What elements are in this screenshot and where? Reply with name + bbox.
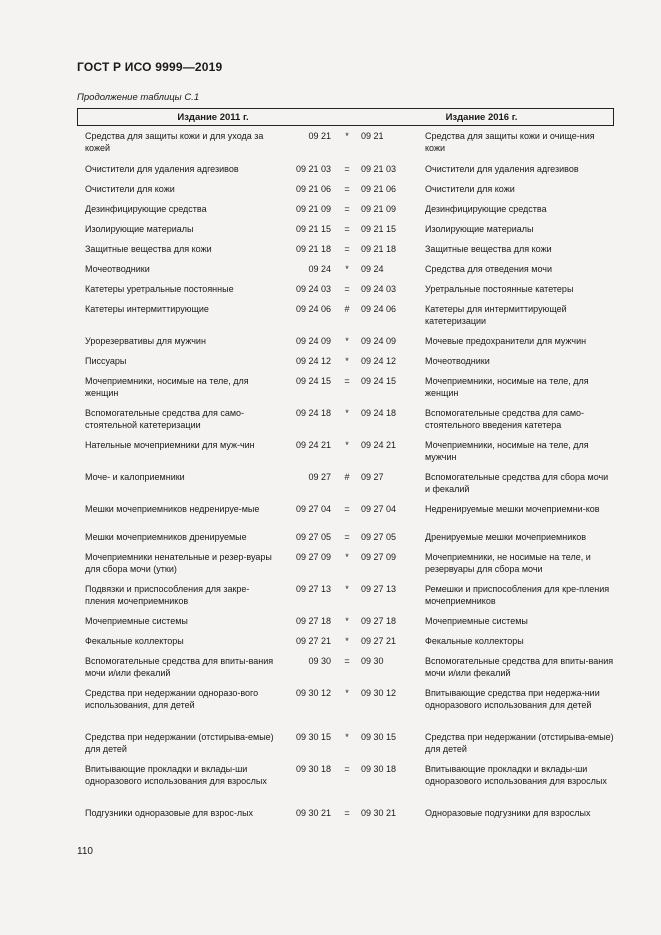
cell-term-2011: Защитные вещества для кожи (85, 244, 212, 254)
cell-code-2016: 09 27 13 (361, 584, 397, 594)
document-title: ГОСТ Р ИСО 9999—2019 (77, 60, 223, 74)
cell-relation-symbol: = (344, 808, 350, 818)
cell-relation-symbol: = (344, 656, 350, 666)
cell-relation-symbol: = (344, 244, 350, 254)
cell-relation-symbol: # (344, 304, 350, 314)
cell-term-2011: Мочеприемники ненательные и резер-вуары для сбора мочи (утки) (85, 552, 272, 574)
cell-term-2011: Подвязки и приспособления для закре-пления мочеприемников (85, 584, 250, 606)
header-edition-2016: Издание 2016 г. (445, 112, 518, 123)
cell-code-2011: 09 24 18 (295, 408, 331, 418)
cell-term-2016: Вспомогательные средства для сбора мочи и фекалий (425, 472, 609, 494)
cell-code-2011: 09 24 12 (295, 356, 331, 366)
cell-code-2011: 09 24 09 (295, 336, 331, 346)
cell-code-2011: 09 27 (308, 472, 331, 482)
cell-relation-symbol: = (344, 532, 350, 542)
cell-term-2016: Ремешки и приспособления для кре-пления мочеприемников (425, 584, 610, 606)
cell-term-2011: Впитывающие прокладки и вклады-ши одноразового использования для взрослых (85, 764, 267, 786)
cell-code-2011: 09 21 06 (295, 184, 331, 194)
cell-code-2016: 09 27 18 (361, 616, 397, 626)
cell-code-2011: 09 27 13 (295, 584, 331, 594)
cell-term-2011: Фекальные коллекторы (85, 636, 184, 646)
cell-term-2016: Очистители для кожи (425, 184, 515, 194)
cell-code-2011: 09 24 15 (295, 376, 331, 386)
cell-code-2016: 09 21 06 (361, 184, 397, 194)
cell-term-2011: Катетеры интермиттирующие (85, 304, 209, 314)
cell-term-2016: Уретральные постоянные катетеры (425, 284, 574, 294)
cell-term-2016: Средства при недержании (отстирыва-емые) для детей (425, 732, 614, 754)
cell-term-2011: Вспомогательные средства для само-стоятельной катетеризации (85, 408, 245, 430)
cell-relation-symbol: = (344, 204, 350, 214)
cell-code-2011: 09 30 18 (295, 764, 331, 774)
cell-term-2016: Вспомогательные средства для само-стоятельного введения катетера (425, 408, 585, 430)
cell-code-2016: 09 27 (361, 472, 384, 482)
cell-code-2016: 09 24 03 (361, 284, 397, 294)
cell-term-2016: Средства для защиты кожи и очище-ния кожи (425, 131, 595, 153)
cell-code-2016: 09 24 15 (361, 376, 397, 386)
cell-term-2011: Изолирующие материалы (85, 224, 194, 234)
cell-term-2011: Мешки мочеприемников недренируе-мые (85, 504, 260, 514)
cell-code-2011: 09 30 21 (295, 808, 331, 818)
cell-term-2016: Мочеотводники (425, 356, 490, 366)
cell-term-2016: Мочевые предохранители для мужчин (425, 336, 587, 346)
cell-relation-symbol: * (345, 732, 349, 742)
cell-term-2011: Подгузники одноразовые для взрос-лых (85, 808, 254, 818)
cell-term-2011: Дезинфицирующие средства (85, 204, 207, 214)
cell-term-2011: Нательные мочеприемники для муж-чин (85, 440, 255, 450)
cell-relation-symbol: = (344, 764, 350, 774)
cell-code-2016: 09 30 12 (361, 688, 397, 698)
cell-code-2011: 09 24 21 (295, 440, 331, 450)
cell-term-2016: Впитывающие средства при недержа-нии одноразового использования для детей (425, 688, 600, 710)
cell-code-2016: 09 30 (361, 656, 384, 666)
cell-code-2011: 09 21 03 (295, 164, 331, 174)
cell-term-2016: Недренируемые мешки мочеприемни-ков (425, 504, 600, 514)
cell-relation-symbol: * (345, 264, 349, 274)
cell-code-2011: 09 21 18 (295, 244, 331, 254)
cell-relation-symbol: * (345, 688, 349, 698)
cell-term-2016: Катетеры для интермиттирующей катетеризации (425, 304, 567, 326)
cell-relation-symbol: * (345, 552, 349, 562)
cell-term-2011: Вспомогательные средства для впиты-вания мочи и/или фекалий (85, 656, 274, 678)
cell-code-2011: 09 27 09 (295, 552, 331, 562)
cell-term-2016: Дезинфицирующие средства (425, 204, 547, 214)
cell-code-2011: 09 30 12 (295, 688, 331, 698)
cell-term-2011: Средства при недержании (отстирыва-емые) для детей (85, 732, 274, 754)
cell-relation-symbol: = (344, 284, 350, 294)
cell-relation-symbol: * (345, 616, 349, 626)
cell-code-2011: 09 24 03 (295, 284, 331, 294)
cell-term-2016: Средства для отведения мочи (425, 264, 553, 274)
header-edition-2011: Издание 2011 г. (177, 112, 249, 123)
cell-term-2016: Впитывающие прокладки и вклады-ши одноразового использования для взрослых (425, 764, 607, 786)
cell-code-2011: 09 24 06 (295, 304, 331, 314)
cell-relation-symbol: = (344, 164, 350, 174)
page-number: 110 (77, 846, 93, 857)
cell-code-2016: 09 24 18 (361, 408, 397, 418)
cell-term-2011: Очистители для кожи (85, 184, 175, 194)
table-caption: Продолжение таблицы С.1 (77, 92, 200, 103)
cell-term-2011: Моче- и калоприемники (85, 472, 185, 482)
cell-relation-symbol: * (345, 584, 349, 594)
cell-code-2011: 09 30 15 (295, 732, 331, 742)
cell-code-2016: 09 30 15 (361, 732, 397, 742)
cell-term-2016: Вспомогательные средства для впиты-вания мочи и/или фекалий (425, 656, 614, 678)
cell-code-2016: 09 24 21 (361, 440, 397, 450)
cell-term-2016: Очистители для удаления адгезивов (425, 164, 579, 174)
cell-relation-symbol: * (345, 131, 349, 141)
cell-term-2011: Очистители для удаления адгезивов (85, 164, 239, 174)
cell-relation-symbol: = (344, 376, 350, 386)
cell-term-2011: Урорезервативы для мужчин (85, 336, 206, 346)
cell-term-2011: Средства для защиты кожи и для ухода за кожей (85, 131, 264, 153)
table-header (77, 108, 614, 126)
cell-code-2011: 09 24 (308, 264, 331, 274)
cell-relation-symbol: * (345, 440, 349, 450)
cell-relation-symbol: = (344, 224, 350, 234)
cell-term-2016: Изолирующие материалы (425, 224, 534, 234)
cell-term-2016: Защитные вещества для кожи (425, 244, 552, 254)
cell-term-2016: Фекальные коллекторы (425, 636, 524, 646)
cell-relation-symbol: * (345, 356, 349, 366)
cell-term-2011: Мочеприемные системы (85, 616, 188, 626)
cell-relation-symbol: # (344, 472, 350, 482)
cell-relation-symbol: * (345, 636, 349, 646)
cell-code-2016: 09 27 05 (361, 532, 397, 542)
cell-code-2011: 09 27 18 (295, 616, 331, 626)
cell-code-2016: 09 24 09 (361, 336, 397, 346)
cell-term-2011: Мочеотводники (85, 264, 150, 274)
cell-code-2016: 09 21 03 (361, 164, 397, 174)
cell-code-2016: 09 21 (361, 131, 384, 141)
cell-code-2016: 09 21 15 (361, 224, 397, 234)
cell-term-2011: Катетеры уретральные постоянные (85, 284, 234, 294)
cell-code-2016: 09 24 12 (361, 356, 397, 366)
cell-code-2016: 09 21 18 (361, 244, 397, 254)
cell-term-2011: Мешки мочеприемников дренируемые (85, 532, 247, 542)
cell-code-2016: 09 24 (361, 264, 384, 274)
cell-code-2016: 09 24 06 (361, 304, 397, 314)
cell-term-2016: Мочеприемники, носимые на теле, для мужчин (425, 440, 589, 462)
cell-term-2016: Одноразовые подгузники для взрослых (425, 808, 591, 818)
cell-term-2011: Средства при недержании одноразо-вого использования, для детей (85, 688, 259, 710)
cell-code-2016: 09 30 18 (361, 764, 397, 774)
cell-code-2016: 09 30 21 (361, 808, 397, 818)
cell-code-2011: 09 27 04 (295, 504, 331, 514)
cell-code-2011: 09 30 (308, 656, 331, 666)
cell-term-2016: Мочеприемные системы (425, 616, 528, 626)
cell-term-2011: Писсуары (85, 356, 127, 366)
cell-term-2016: Дренируемые мешки мочеприемников (425, 532, 587, 542)
cell-code-2011: 09 21 15 (295, 224, 331, 234)
cell-term-2016: Мочеприемники, носимые на теле, для женщин (425, 376, 589, 398)
cell-code-2016: 09 27 09 (361, 552, 397, 562)
cell-code-2011: 09 21 09 (295, 204, 331, 214)
cell-relation-symbol: * (345, 408, 349, 418)
cell-code-2011: 09 27 21 (295, 636, 331, 646)
cell-code-2016: 09 27 21 (361, 636, 397, 646)
cell-relation-symbol: = (344, 184, 350, 194)
cell-code-2011: 09 21 (308, 131, 331, 141)
cell-code-2016: 09 27 04 (361, 504, 397, 514)
cell-code-2011: 09 27 05 (295, 532, 331, 542)
cell-relation-symbol: = (344, 504, 350, 514)
cell-code-2016: 09 21 09 (361, 204, 397, 214)
cell-term-2011: Мочеприемники, носимые на теле, для женщин (85, 376, 249, 398)
cell-relation-symbol: * (345, 336, 349, 346)
cell-term-2016: Мочеприемники, не носимые на теле, и резервуары для сбора мочи (425, 552, 591, 574)
